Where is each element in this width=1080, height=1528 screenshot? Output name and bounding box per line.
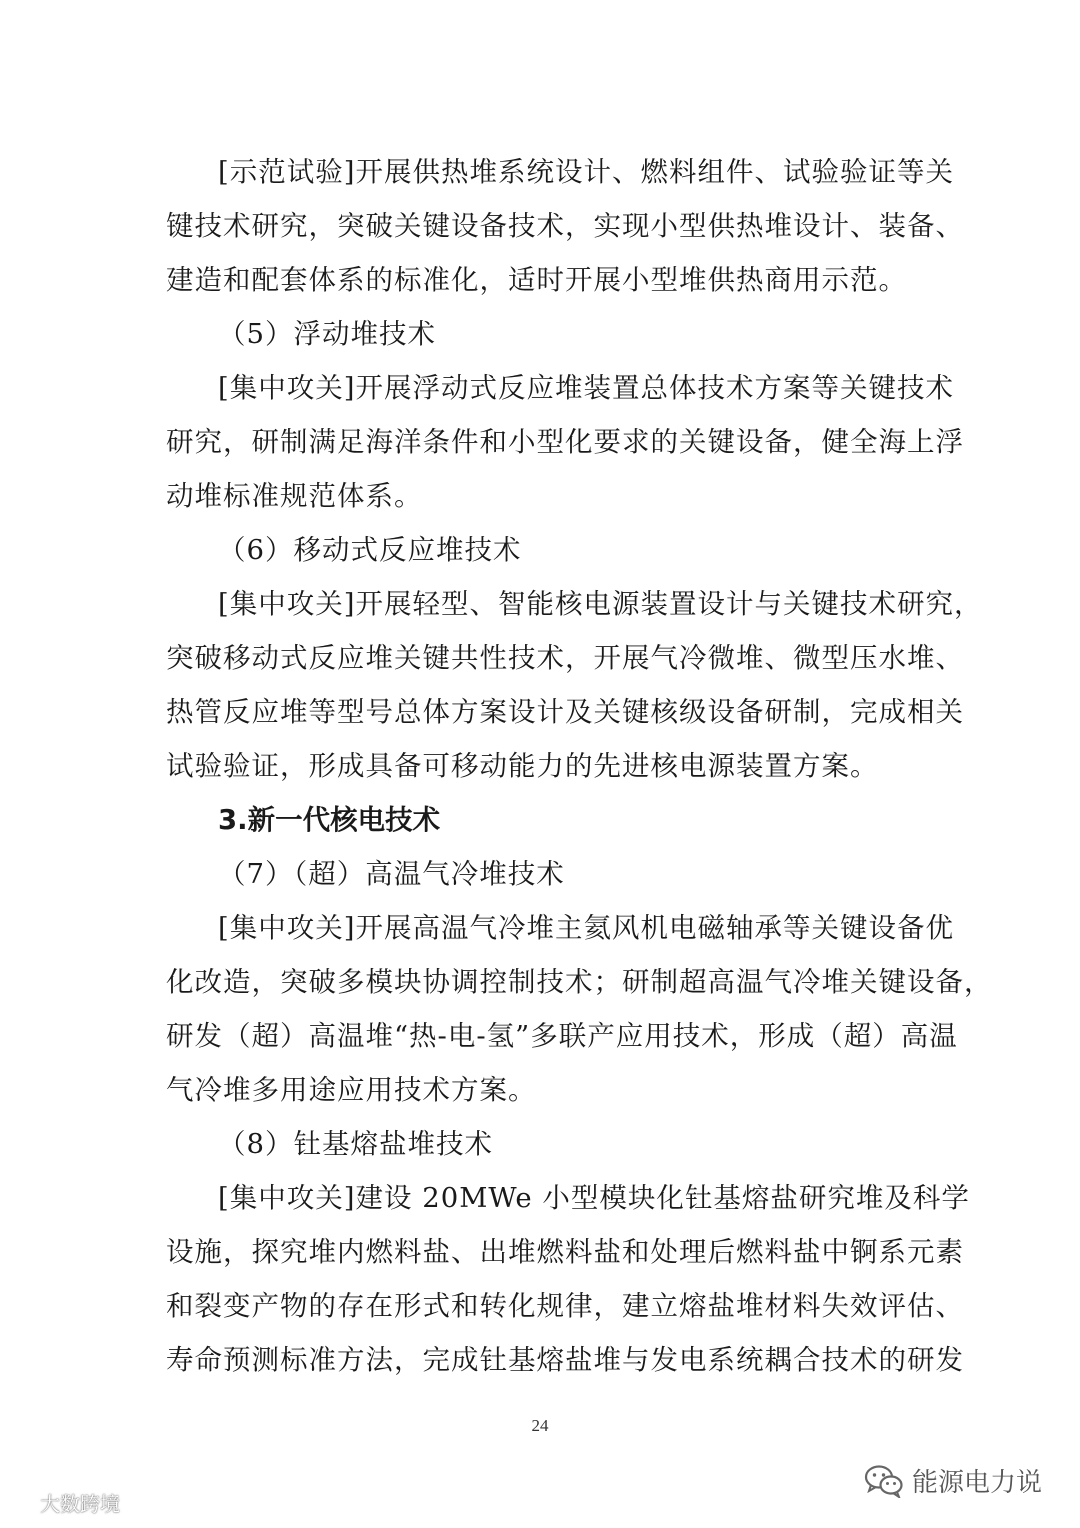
paragraph-line: 试验验证，形成具备可移动能力的先进核电源装置方案。 <box>166 750 879 782</box>
paragraph-line: 化改造，突破多模块协调控制技术；研制超高温气冷堆关键设备， <box>166 966 993 998</box>
paragraph-line: 气冷堆多用途应用技术方案。 <box>166 1074 537 1106</box>
body-paragraph <box>166 145 964 307</box>
paragraph-line: 研究，研制满足海洋条件和小型化要求的关键设备，健全海上浮 <box>166 426 964 458</box>
watermark-right <box>864 1462 1042 1499</box>
body-paragraph <box>166 577 983 793</box>
body-paragraph <box>166 1171 970 1387</box>
subsection-heading: （5）浮动堆技术 <box>218 318 436 350</box>
paragraph-line: 热管反应堆等型号总体方案设计及关键核级设备研制，完成相关 <box>166 696 964 728</box>
subsection-heading: （7）（超）高温气冷堆技术 <box>218 858 565 890</box>
paragraph-line: [集中攻关]开展高温气冷堆主氦风机电磁轴承等关键设备优 <box>218 912 954 944</box>
watermark-left <box>6 1488 120 1517</box>
paragraph-line: [示范试验]开展供热堆系统设计、燃料组件、试验验证等关 <box>218 156 954 188</box>
paragraph-line: 和裂变产物的存在形式和转化规律，建立熔盐堆材料失效评估、 <box>166 1290 964 1322</box>
paragraph-line: [集中攻关]开展轻型、智能核电源装置设计与关键技术研究， <box>218 588 983 620</box>
document-body <box>166 145 993 1387</box>
paragraph-line: 动堆标准规范体系。 <box>166 480 423 512</box>
paragraph-line: 寿命预测标准方法，完成钍基熔盐堆与发电系统耦合技术的研发 <box>166 1344 964 1376</box>
paragraph-line: [集中攻关]建设 20MWe 小型模块化钍基熔盐研究堆及科学 <box>218 1182 970 1214</box>
paragraph-line: 键技术研究，突破关键设备技术，实现小型供热堆设计、装备、 <box>166 210 964 242</box>
paragraph-line: 突破移动式反应堆关键共性技术，开展气冷微堆、微型压水堆、 <box>166 642 964 674</box>
subsection-heading: （8）钍基熔盐堆技术 <box>218 1128 493 1160</box>
paragraph-line: 研发（超）高温堆“热-电-氢”多联产应用技术，形成（超）高温 <box>166 1020 958 1052</box>
body-paragraph <box>166 901 993 1117</box>
weibo-logo-icon <box>6 1491 36 1515</box>
page-number: 24 <box>531 1416 549 1435</box>
paragraph-line: 设施，探究堆内燃料盐、出堆燃料盐和处理后燃料盐中锕系元素 <box>166 1236 964 1268</box>
subsection-heading: （6）移动式反应堆技术 <box>218 534 522 566</box>
section-heading: 3.新一代核电技术 <box>218 804 441 836</box>
watermark-left-text: 大数跨境 <box>40 1492 120 1516</box>
watermark-right-text: 能源电力说 <box>911 1468 1042 1498</box>
paragraph-line: [集中攻关]开展浮动式反应堆装置总体技术方案等关键技术 <box>218 372 954 404</box>
wechat-logo-icon <box>864 1464 904 1498</box>
body-paragraph <box>166 361 964 523</box>
paragraph-line: 建造和配套体系的标准化，适时开展小型堆供热商用示范。 <box>166 264 907 296</box>
